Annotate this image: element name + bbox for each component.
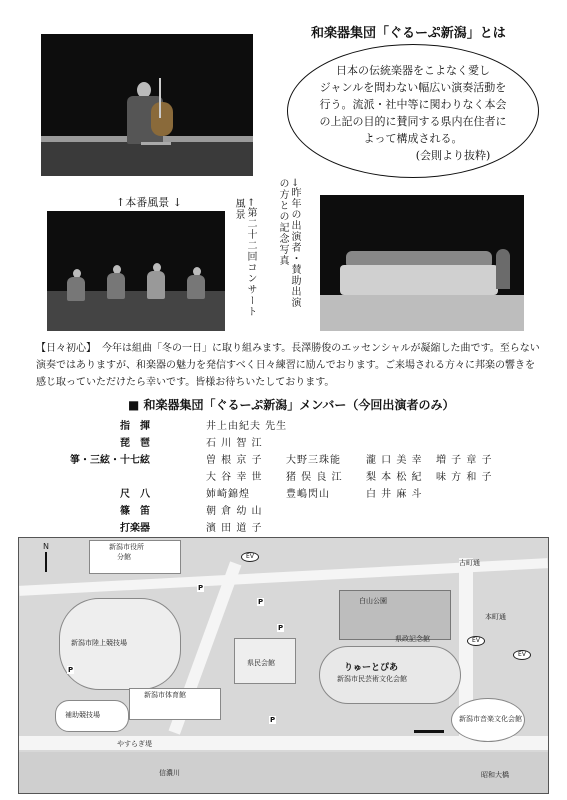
member-row: [80, 485, 540, 502]
ongaku-bunka-label: 新潟市音楽文化会館: [459, 715, 522, 723]
shinano-label: 信濃川: [159, 769, 180, 777]
hakusan-park-label: 白山公園: [359, 597, 387, 605]
parking-marker: P: [270, 716, 276, 724]
parking-marker: P: [278, 624, 284, 632]
members-list: [70, 417, 540, 536]
ev-marker: EV: [467, 636, 485, 646]
venue-arrow: [414, 730, 444, 733]
member-name: 増 子 章 子: [436, 455, 493, 466]
member-name: 姉崎錦煌: [206, 489, 250, 500]
ev-marker: EV: [241, 552, 259, 562]
kinen-caption: →昨年の出演者・賛助出演の方との記念写真: [277, 178, 300, 309]
member-name: 豊嶋閃山: [286, 489, 330, 500]
concert-caption: ←第二十二回コンサート風景: [233, 198, 256, 318]
member-role: 指 揮: [120, 421, 150, 432]
message-text: 今年は組曲「冬の一日」に取り組みます。長澤勝俊のエッセンシャルが凝縮した曲です。至らない演奏ではありますが、和楽器の魅力を発信すべく日々練習に励んでおります。ご来場される方々に邦楽の響きを感じ取っていただけたら幸いです。皆様お待ちいたしております。: [36, 343, 540, 388]
member-row: [80, 519, 540, 536]
rikujo-label: 新潟市陸上競技場: [71, 639, 127, 647]
message-tag: 【日々初心】: [36, 343, 96, 354]
member-name: 朝 倉 幼 山: [206, 506, 263, 517]
ryutopia-label: りゅーとぴあ: [344, 663, 399, 673]
parking-marker: P: [258, 598, 264, 606]
solo-performance-photo: [41, 34, 253, 176]
member-name: 曽 根 京 子: [206, 455, 263, 466]
member-name: 猪 俣 良 江: [286, 472, 343, 483]
quote-source: (会則より抜粋): [415, 149, 491, 162]
honcho-label: 本町通: [485, 613, 506, 621]
member-row: [80, 434, 540, 451]
shiyakusho-label: 新潟市役所: [109, 543, 144, 551]
member-row: [70, 451, 540, 468]
river: [19, 752, 548, 793]
quote-line: ジャンルを問わない幅広い演奏活動を: [319, 81, 507, 94]
ryutopia-sub-label: 新潟市民芸術文化会館: [337, 675, 407, 683]
member-row: [80, 417, 540, 434]
parking-marker: P: [68, 666, 74, 674]
showa-label: 昭和大橋: [481, 771, 509, 779]
kenmin-kaikan-label: 県民会館: [247, 659, 275, 667]
member-name: 梨 本 松 紀: [366, 472, 423, 483]
member-name: 大 谷 幸 世: [206, 472, 263, 483]
venue-map: [18, 537, 549, 794]
bunkan-label: 分館: [117, 553, 131, 561]
parking-marker: P: [198, 584, 204, 592]
member-row: [80, 468, 540, 485]
member-name: 石 川 智 江: [206, 438, 263, 449]
member-name: 濱 田 道 子: [206, 523, 263, 534]
taiikukan-label: 新潟市体育館: [144, 691, 186, 699]
member-role: 箏・三絃・十七絃: [70, 455, 150, 466]
hakusan-park-block: [339, 590, 451, 640]
concert-photo: [47, 211, 225, 331]
member-role: 琵 琶: [120, 438, 150, 449]
quote-line: の上記の目的に賛同する県内在住者に: [319, 115, 507, 128]
group-heading: 和楽器集団「ぐるーぷ新潟」とは: [311, 26, 506, 41]
member-name: 味 方 和 子: [436, 472, 493, 483]
yasuragi-label: やすらぎ堤: [117, 740, 152, 748]
member-name: 井上由紀夫 先生: [206, 421, 288, 432]
member-role: 尺 八: [120, 489, 150, 500]
quote-line: よって構成される。: [363, 132, 463, 145]
hojo-label: 補助競技場: [65, 711, 100, 719]
north-arrow: [45, 552, 47, 572]
member-role: 打楽器: [120, 523, 150, 534]
honban-caption: ↑本番風景 ↓: [116, 196, 182, 209]
member-name: 大野三珠能: [286, 455, 341, 466]
member-row: [80, 502, 540, 519]
kenmin-kinenkan-label: 県政記念館: [395, 635, 430, 643]
member-name: 白 井 麻 斗: [366, 489, 423, 500]
quote-text: [297, 62, 529, 164]
member-name: 瀧 口 美 幸: [366, 455, 423, 466]
members-title: ■ 和楽器集団「ぐるーぷ新潟」メンバー（今回出演者のみ）: [128, 398, 455, 412]
member-role: 篠 笛: [120, 506, 150, 517]
message-paragraph: [36, 340, 542, 391]
ev-marker: EV: [513, 650, 531, 660]
group-photo: [320, 195, 524, 331]
furumachi-label: 古町通: [459, 559, 480, 567]
quote-line: 行う。流派・社中等に関わりなく本会: [319, 98, 507, 111]
north-label: N: [43, 542, 49, 551]
quote-line: 日本の伝統楽器をこよなく愛し: [336, 64, 490, 77]
